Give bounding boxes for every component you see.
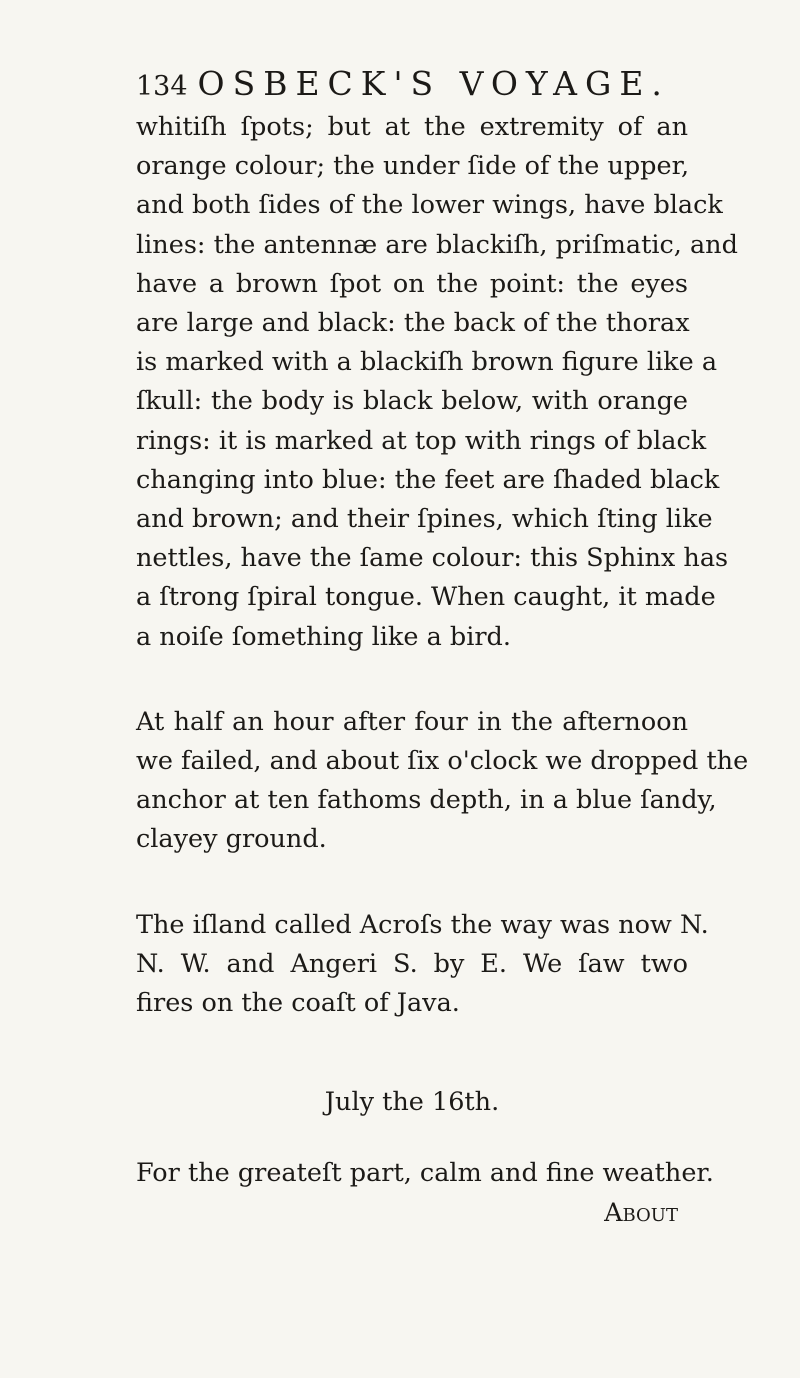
- text-line: and brown; and their ſpines, which ſting like: [136, 504, 713, 535]
- text-line: fires on the coaſt of Java.: [136, 988, 460, 1019]
- text-line: nettles, have the ſame colour: this Sphinx has: [136, 543, 729, 574]
- paragraph-4: [136, 1154, 714, 1193]
- text-line: changing into blue: the feet are ſhaded black: [136, 464, 720, 495]
- text-line: rings: it is marked at top with rings of black: [136, 425, 707, 456]
- text-line: The iſland called Acroſs the way was now N.: [136, 909, 709, 940]
- text-line: are large and black: the back of the thorax: [136, 308, 690, 339]
- paragraph-1: [136, 108, 738, 657]
- catchword: About: [604, 1197, 678, 1228]
- running-header: [136, 64, 670, 103]
- date-heading: July the 16th.: [324, 1087, 500, 1118]
- text-line: a noiſe ſomething like a bird.: [136, 621, 511, 652]
- text-line: whitiſh ſpots; but at the extremity of an: [136, 112, 688, 142]
- text-line: ſkull: the body is black below, with orange: [136, 386, 688, 417]
- text-line: clayey ground.: [136, 824, 327, 855]
- paragraph-3: [136, 906, 709, 1024]
- text-line: anchor at ten fathoms depth, in a blue ſandy,: [136, 785, 717, 816]
- paragraph-2: [136, 703, 749, 860]
- text-line: lines: the antennæ are blackiſh, priſmatic, and: [136, 229, 738, 260]
- page-number: 134: [136, 71, 188, 102]
- text-line: For the greateſt part, calm and fine weather.: [136, 1158, 714, 1189]
- running-title: OSBECK'S VOYAGE.: [197, 64, 670, 103]
- body-text: [136, 108, 749, 1233]
- text-line: is marked with a blackiſh brown figure like a: [136, 347, 718, 378]
- text-line: have a brown ſpot on the point: the eyes: [136, 268, 688, 299]
- text-line: a ſtrong ſpiral tongue. When caught, it made: [136, 582, 716, 613]
- text-line: N. W. and Angeri S. by E. We ſaw two: [136, 948, 688, 979]
- text-line: orange colour; the under ſide of the upper,: [136, 151, 690, 182]
- text-line: and both ſides of the lower wings, have black: [136, 190, 723, 221]
- text-line: we failed, and about ſix o'clock we dropped the: [136, 746, 749, 777]
- text-line: At half an hour after four in the afternoon: [136, 706, 688, 737]
